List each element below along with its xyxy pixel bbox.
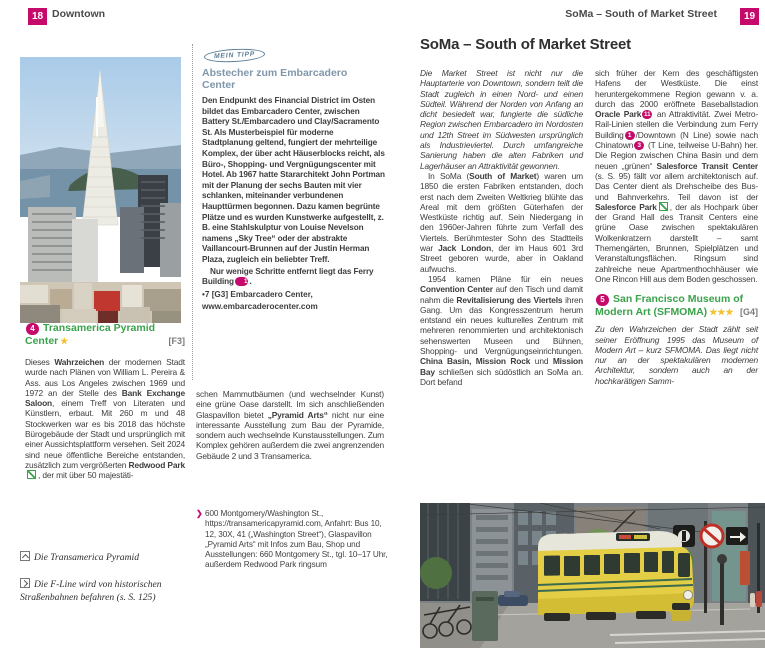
text-segment: schließen sich südöstlich an SoMa an. Dort befand (420, 366, 583, 387)
sfmoma-intro: Zu den Wahrzeichen der Stadt zählt seit seiner Eröffnung 1995 das Museum of Modern Art – kurz SFMOMA. Das liegt nicht nur an der spektakulären modernen Architektur, sondern auch an der hochkarätigen Samm- (595, 324, 758, 386)
park-icon (27, 470, 36, 479)
text-segment: Nur wenige Schritte entfernt liegt das Ferry Building (202, 266, 374, 287)
practical-info-text (205, 509, 388, 569)
text-segment: (T Line, teilweise U-Bahn) her. Die Region zwischen China Basin und dem neuen „grünen“ (595, 140, 758, 171)
streetcar-illustration (420, 503, 765, 648)
star-rating-icon: ★★★ (709, 307, 734, 318)
text-segment: •7 [G3] (202, 289, 231, 299)
text-segment: China Basin, Mission Rock (420, 356, 531, 367)
text-segment: /Downtown (N Line) sowie nach Chinatown (595, 129, 758, 151)
text-segment: und (530, 356, 553, 367)
article-column-1 (25, 357, 185, 533)
star-rating-icon: ★ (60, 336, 69, 346)
text-segment: Den Endpunkt des Financial District im Osten bildet das Embarcadero Center, zwischen Battery St./Embarcadero und Clay/Sacramento St. Als Musterbeispiel für moderne Stadtplanung geltend, fungiert der mehrteilige Komplex, der über acht Häuserblocks reicht, als Büro-, Shopping- und Vergnügungscenter mit Hotel. Ab 1967 hatte Stararchitekt (202, 96, 385, 180)
page-number-left: 18 (28, 8, 47, 25)
sight-title: Transamerica Pyramid Center (25, 322, 156, 347)
text-segment: , einem Treff von Literaten und Künstlern, erbaut. Mit 260 m und 48 Stockwerken war es bis 2018 das höchste Bürogebäude der Stadt und ursprünglich mit einer Aussichtsplattform versehen. Seit 2024 sind neue öffentliche Bereiche entstanden, zusätzlich zum vergrößerten (25, 398, 185, 470)
map-grid-ref: [G4] (740, 307, 758, 318)
soma-intro: Die Market Street ist nicht nur die Hauptarterie von Downtown, sondern teilt die Stadt zugleich in einen Nord- und einen Südteil. Während der Norden von Anfang an dicht besiedelt war, fungierte die südliche Region zwischen Embarcadero im Nordosten und 12th Street im Südwesten ursprünglich als Industrieviertel. Durch umfangreiche Sanierung haben die alten Fabriken und Lagerhäuser an Attraktivität gewonnen. (420, 68, 583, 171)
text-segment: Dieses (25, 357, 55, 367)
chevron-right-icon: ❯ (196, 509, 203, 518)
soma-paragraph-3 (420, 274, 583, 387)
text-segment: Revitalisierung des Viertels (456, 294, 563, 305)
transamerica-pyramid-illustration (20, 57, 181, 323)
running-head-right: SoMa – South of Market Street (565, 8, 717, 20)
text-segment: , der als Hochpark über der Grand Hall des Transit Centers eine grüne Oase zwischen spektakulären Wolkenkratzern darstellt – samt Themengärten, Brunnen, Spielplätzen und Veranstaltungsflächen. Ringsum sind zahlreiche neue Apartmenthochhäuser wie One Rincon Hill aus dem Boden geschossen. (595, 201, 758, 284)
text-segment: South of Market (469, 170, 537, 181)
text-segment: mit der Planung der sechs Bauten mit vier schlanken, miteinander verbundenen Haupttürmen begonnen. Dazu kamen begrünte Plätze und es wurden Kunstwerke aufgestellt, z. B. eine Stahlskulptur von Louise Nevelson namens „Sky Tree“ oder der abstrakte Vaillancourt-Brunnen auf der Justin Herman Plaza, zugleich ein beliebter Treff. (202, 180, 384, 264)
text-segment: Redwood Park (128, 459, 185, 470)
text-segment: Salesforce Transit Center (656, 160, 758, 171)
sight-number-icon: 1 (235, 277, 249, 286)
article-column-2 (196, 389, 384, 507)
transamerica-pyramid-photo (20, 57, 181, 323)
text-segment: Embarcadero Center, (230, 289, 313, 299)
text-segment: auf den Tisch und damit nahm die (420, 284, 583, 305)
soma-paragraph-4 (595, 68, 758, 284)
caption-f-line (20, 578, 188, 604)
sight-number-icon: 1 (625, 131, 635, 140)
park-icon (659, 202, 668, 211)
text-segment: In SoMa ( (428, 170, 470, 181)
tip-info-line1 (202, 290, 385, 300)
text-segment: (s. S. 95) fällt vor allem architektonisch auf. Das Center dient als Drehscheibe des Bus- und Bahnverkehrs. Teil davon ist der (595, 170, 758, 202)
sight-title: San Francisco Museum of Modern Art (SFMOMA) (595, 293, 744, 319)
caption-text: Die Transamerica Pyramid (34, 552, 139, 563)
text-segment: John Portman (331, 170, 385, 180)
sight-number-icon: 4 (26, 323, 39, 335)
running-head-left: Downtown (52, 8, 106, 20)
text-segment: 600 Montgomery/Washington St., https://transamericapyramid.com, Anfahrt: Bus 10, 12, 30X, 41 („Washington Street“), Glaspavillon „Pyramid Arts“ mit Infos zum Bau, Shop und Ausstellungen: 660 Montgomery St., tgl. 10–17 Uhr, außerdem Redwood Park ringsum (205, 509, 388, 570)
text-segment: Jack London (438, 243, 492, 254)
text-segment: , der im Haus 601 3rd Street geboren wurde, aber in Oakland aufwuchs. (420, 243, 583, 274)
text-segment: . (249, 277, 252, 287)
insider-tip-box (192, 44, 385, 380)
text-segment: „Pyramid Arts“ (267, 409, 328, 420)
text-segment: schen Mammutbäumen (und wechselnder Kunst) eine grüne Oase darstellt. Im sich anschließenden Glaspavillon bietet (196, 389, 384, 420)
tip-note (202, 267, 385, 288)
text-segment: Mission Bay (420, 356, 583, 377)
text-segment: sich früher der Kern des geschäftigsten Hafens der Westküste. Die einst heruntergekommene Region gewann v. a. durch das 2000 eröffnete Baseballstadion (595, 68, 758, 109)
sight-heading-transamerica (25, 322, 185, 348)
soma-column-1 (420, 68, 583, 387)
sight-heading-sfmoma (595, 293, 758, 319)
photo-direction-up-icon (20, 551, 30, 561)
text-segment: Oracle Park (595, 109, 642, 120)
tip-body (202, 96, 385, 266)
caption-text: Die F-Line wird von historischen Straßenbahnen befahren (s. S. 125) (20, 579, 162, 603)
tip-info-url: www.embarcaderocenter.com (202, 302, 318, 312)
text-segment: ihren Gang. Um das Kongresszentrum herum entstand ein neues kulturelles Zentrum mit mehreren renommierten und architektonisch sehenswerten Museen und Bühnen, Shopping- und Vergnügungseinrichtungen. (420, 294, 583, 357)
text-segment: Salesforce Park (595, 201, 657, 212)
page-number-right: 19 (740, 8, 759, 25)
text-segment: , der mit über 50 majestäti- (38, 470, 134, 481)
tip-stamp-icon: MEIN TIPP (204, 47, 266, 63)
photo-direction-right-icon (20, 578, 30, 588)
text-segment: der modernen Stadt wurde nach Plänen von William L. Pereira & Ass. aus Los Angeles zwischen 1969 und 1972 an der Stelle des (25, 357, 185, 398)
map-grid-ref: [F3] (168, 336, 185, 346)
sight-number-icon: 3 (634, 141, 644, 150)
sight-number-icon: 11 (643, 111, 651, 119)
text-segment: an Attraktivität. Zwei Metro-Rail-Linien stellen die Verbindung zum Ferry Building (595, 109, 758, 140)
text-segment: Convention Center (420, 284, 493, 295)
caption-transamerica (20, 551, 188, 565)
page-title: SoMa – South of Market Street (420, 36, 631, 53)
pedestrians (750, 591, 762, 607)
text-segment: nicht nur eine interessante Ausstellung zum Bau der Pyramide, sondern auch wechselnde Kunstausstellungen. Zum Komplex gehören außerdem die zwei angrenzenden Gebäude 2 und 3 Transamerica. (196, 409, 384, 461)
text-segment: ) waren um 1850 die ersten Fabriken entstanden, doch erst nach dem Zweiten Weltkrieg blühte das Areal mit dem größten Güterhafen der Westküste richtig auf. Sein Niedergang in den 1960er-Jahren führte zum Verfall des Viertels. Berühmtester Sohn des Stadtteils war (420, 170, 583, 254)
text-segment: Wahrzeichen (54, 357, 105, 367)
sight-number-icon: 5 (596, 294, 609, 306)
soma-paragraph-2 (420, 171, 583, 274)
f-line-streetcar-photo (420, 503, 765, 648)
text-segment: Bank Exchange Saloon (25, 387, 185, 409)
practical-info-block (196, 509, 394, 571)
tip-title: Abstecher zum Embarcadero Center (202, 67, 348, 91)
text-segment: 1954 kamen Pläne für ein neues (428, 273, 583, 284)
soma-column-2 (595, 68, 758, 386)
